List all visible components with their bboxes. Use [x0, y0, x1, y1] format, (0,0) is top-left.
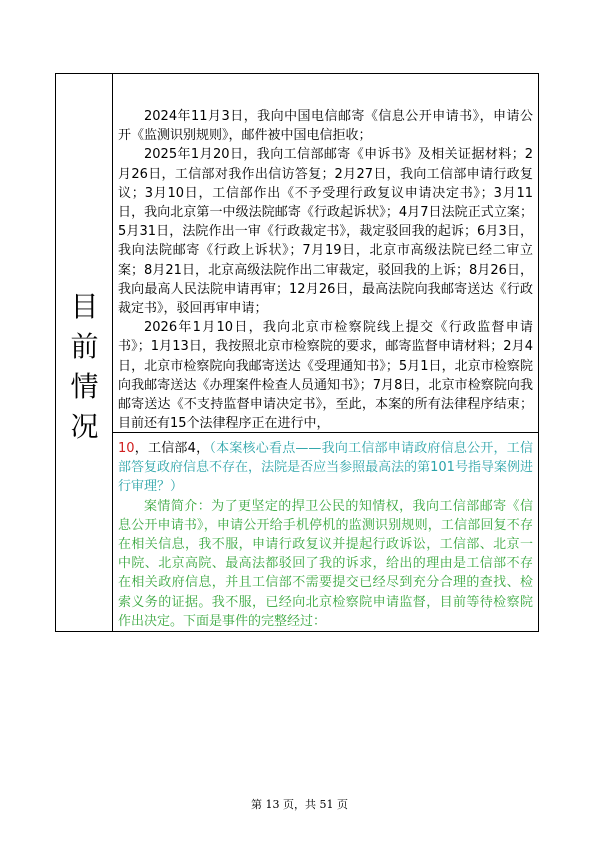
status-paragraph: 2026年1月10日，我向北京市检察院线上提交《行政监督申请书》；1月13日，我按照北京市检察院的要求，邮寄监督申请材料；2月4日，北京市检察院向我邮寄送达《受理通知书》；5月1日，北京市检察院向我邮寄送达《办理案件检查人员通知书》；7月8日，北京市检察院向我邮寄送达《不支持监督申请决定书》，至此，本案的所有法律程序结束；目前还有15个法律程序正在进行中，	[118, 320, 533, 432]
status-paragraph: 2025年1月20日，我向工信部邮寄《申诉书》及相关证据材料；2月26日，工信部对我作出信访答复；2月27日，我向工信部申请行政复议；3月10日，工信部作出《不予受理行政复议申请决定书》；3月11日，我向北京第一中级法院邮寄《行政起诉状》；4月7日法院正式立案；5月31日，法院作出一审《行政裁定书》，裁定驳回我的起诉；6月3日，我向法院邮寄《行政上诉状》；7月19日，北京市高级法院已经二审立案；8月21日，北京高级法院作出二审裁定，驳回我的上诉；8月26日，我向最高人民法院申请再审；12月26日，最高法院向我邮寄送达《行政裁定书》，驳回再审申请；	[118, 147, 533, 317]
row-label	[56, 287, 113, 447]
status-paragraph: 2024年11月3日，我向中国电信邮寄《信息公开申请书》，申请公开《监测识别规则》，邮件被中国电信拒收；	[118, 109, 533, 144]
row-label-char: 情	[70, 370, 99, 403]
case-section	[113, 433, 538, 631]
info-table	[55, 73, 539, 632]
current-status-section	[113, 74, 538, 433]
content-cell	[113, 74, 538, 631]
case-summary: 案情简介：为了更坚定的捍卫公民的知情权，我向工信部邮寄《信息公开申请书》，申请公开给手机停机的监测识别规则，工信部回复不存在相关信息，我不服，申请行政复议并提起行政诉讼，工信部、北京一中院、北京高院、最高法都驳回了我的诉求，给出的理由是工信部不存在相关政府信息，并且工信部不需要提交已经尽到充分合理的查找、检索义务的证据。我不服，已经向北京检察院申请监督，目前等待检察院作出决定。下面是事件的完整经过：	[118, 498, 533, 629]
row-label-cell	[56, 74, 113, 631]
case-heading	[118, 439, 533, 497]
case-highlight: （本案核心看点——我向工信部申请政府信息公开，工信部答复政府信息不存在，法院是否应当参照最高法的第101号指导案例进行审理？）	[118, 441, 533, 495]
case-title: ，工信部4，	[134, 441, 210, 456]
row-label-char: 前	[70, 330, 99, 363]
page-footer: 第 13 页，共 51 页	[251, 798, 348, 811]
row-label-char: 目	[70, 290, 99, 323]
row-label-char: 况	[70, 410, 99, 443]
case-number: 10	[118, 441, 135, 456]
